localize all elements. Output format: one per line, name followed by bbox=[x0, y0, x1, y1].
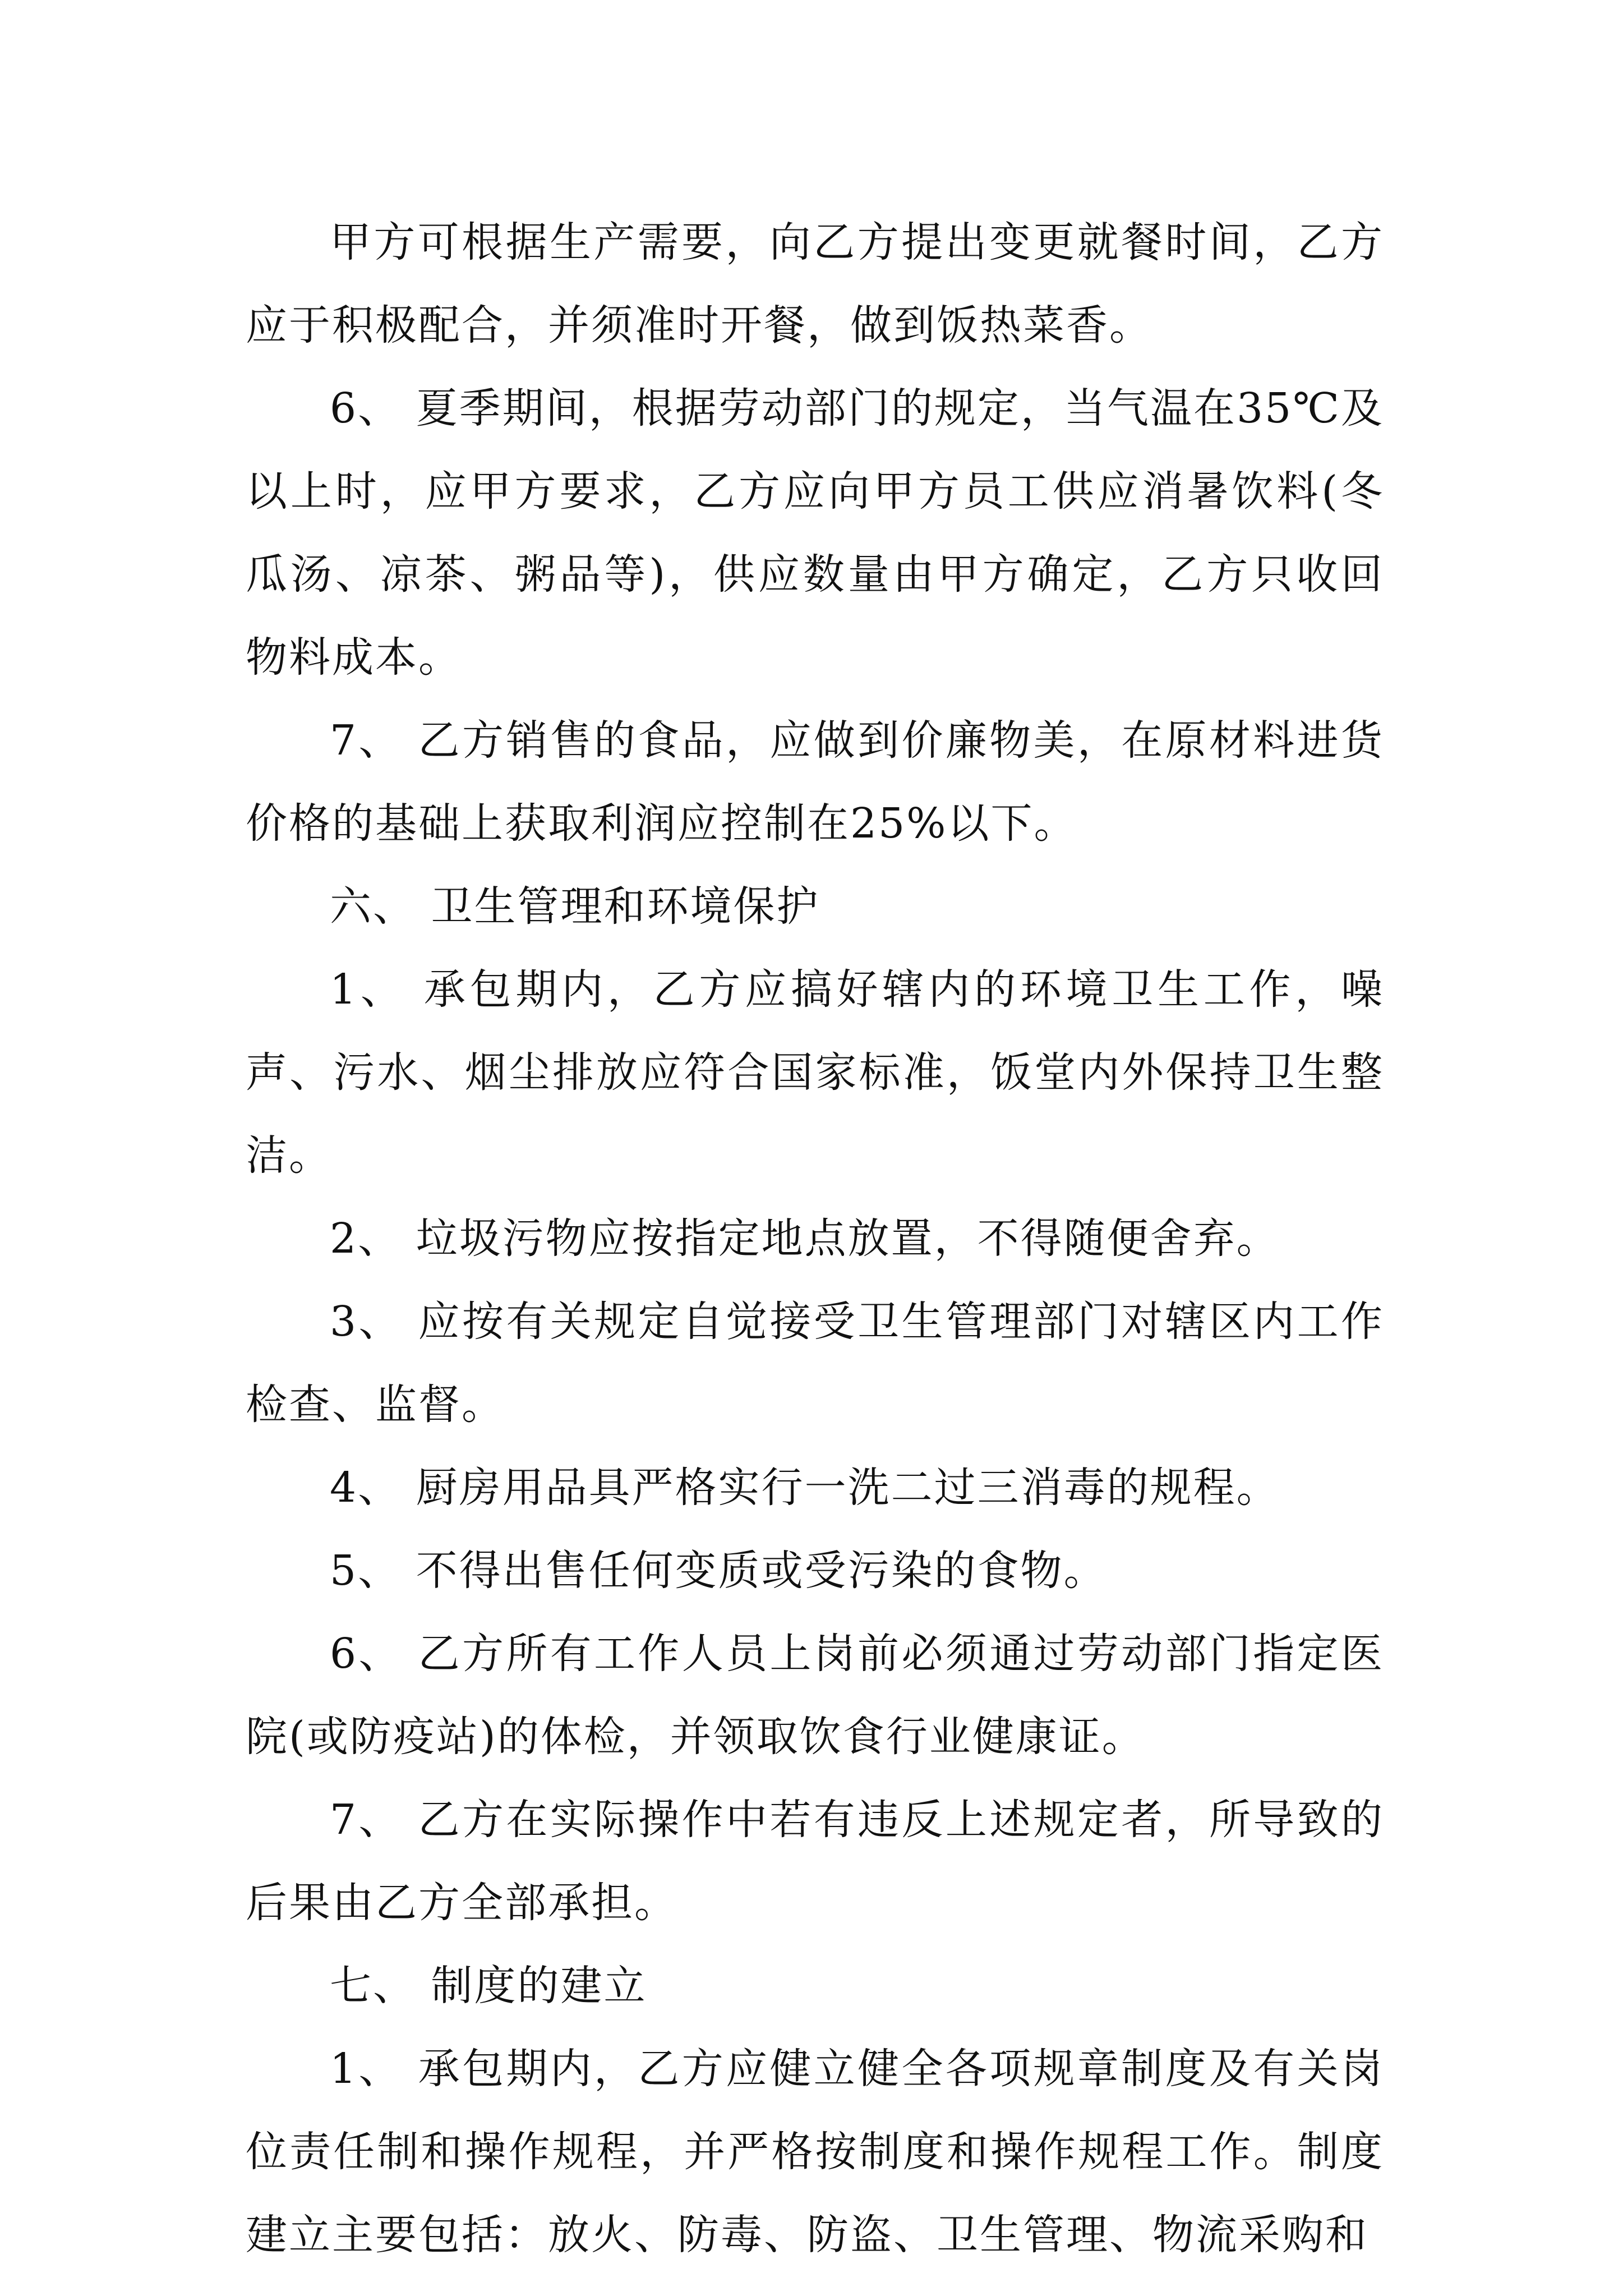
document-body bbox=[246, 201, 1384, 2276]
paragraph-violation-liability: 7、 乙方在实际操作中若有违反上述规定者，所导致的后果由乙方全部承担。 bbox=[246, 1796, 1384, 1927]
paragraph-summer-drinks: 6、 夏季期间，根据劳动部门的规定，当气温在35℃及以上时，应甲方要求，乙方应向甲方员工供应消暑饮料(冬瓜汤、凉茶、粥品等)，供应数量由甲方确定，乙方只收回物料成本。 bbox=[246, 384, 1384, 682]
paragraph-inspection: 3、 应按有关规定自觉接受卫生管理部门对辖区内工作检查、监督。 bbox=[246, 1297, 1384, 1429]
paragraph-meal-time-change: 甲方可根据生产需要，向乙方提出变更就餐时间，乙方应于积极配合，并须准时开餐，做到饭热菜香。 bbox=[246, 218, 1384, 349]
paragraph-waste-disposal: 2、 垃圾污物应按指定地点放置，不得随便舍弃。 bbox=[330, 1214, 1280, 1263]
paragraph-food-pricing: 7、 乙方销售的食品，应做到价廉物美，在原材料进货价格的基础上获取利润应控制在25%以下。 bbox=[246, 716, 1384, 848]
paragraph-environment-hygiene: 1、 承包期内，乙方应搞好辖内的环境卫生工作，噪声、污水、烟尘排放应符合国家标准，饭堂内外保持卫生整洁。 bbox=[246, 965, 1384, 1180]
paragraph-no-spoiled-food: 5、 不得出售任何变质或受污染的食物。 bbox=[330, 1547, 1107, 1595]
paragraph-disinfection: 4、 厨房用品具严格实行一洗二过三消毒的规程。 bbox=[330, 1464, 1280, 1512]
section-heading-system: 七、 制度的建立 bbox=[330, 1962, 647, 2010]
paragraph-health-check: 6、 乙方所有工作人员上岗前必须通过劳动部门指定医院(或防疫站)的体检，并领取饮食行业健康证。 bbox=[246, 1630, 1384, 1761]
section-heading-hygiene: 六、 卫生管理和环境保护 bbox=[330, 882, 820, 931]
paragraph-rules-establishment: 1、 承包期内，乙方应健立健全各项规章制度及有关岗位责任制和操作规程，并严格按制度和操作规程工作。制度建立主要包括：放火、防毒、防盗、卫生管理、物流采购和 bbox=[246, 2045, 1384, 2259]
